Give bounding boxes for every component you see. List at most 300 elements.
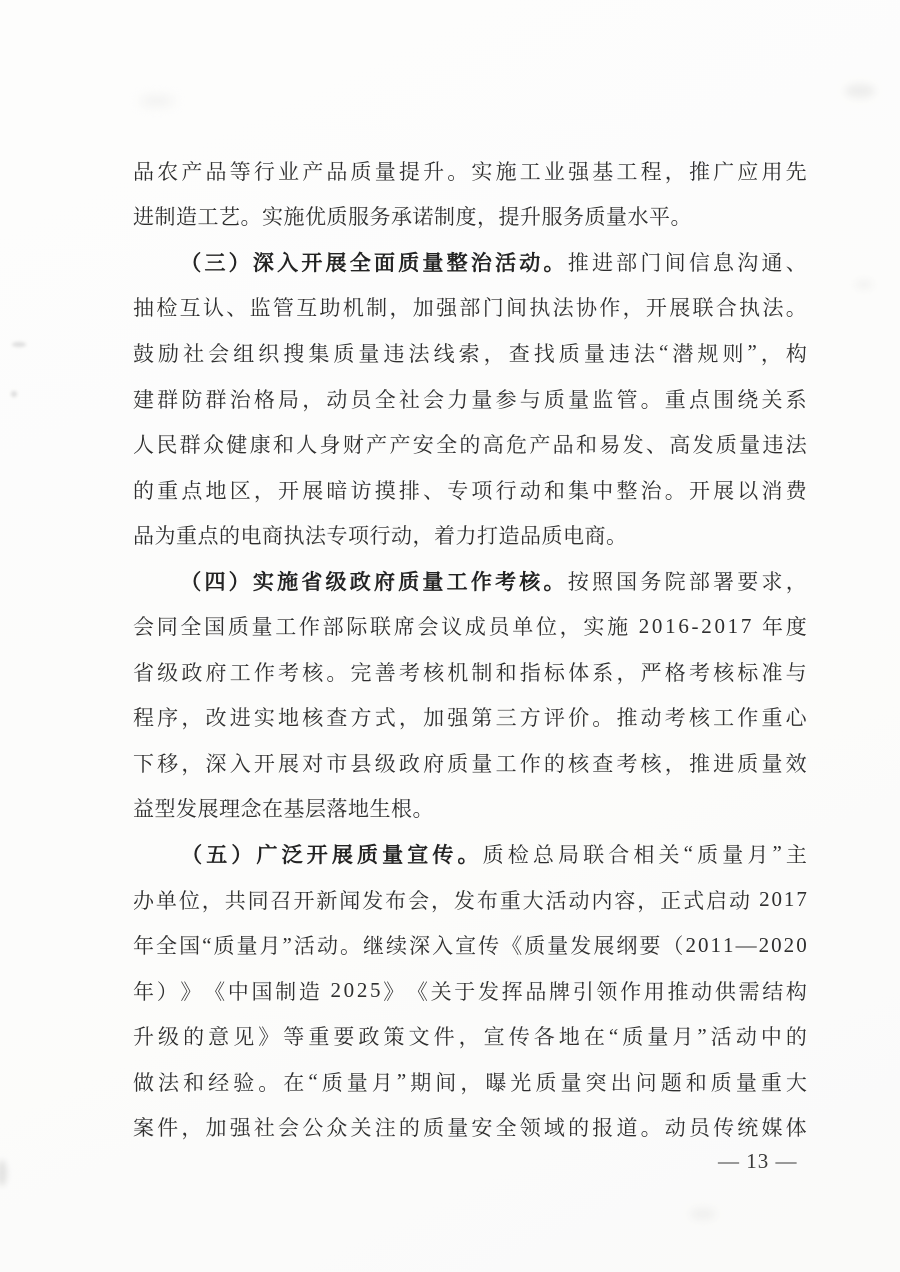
char: 新 [316, 888, 338, 913]
char: 月 [672, 1025, 694, 1050]
char: 领 [519, 1116, 541, 1141]
char: 用 [761, 159, 783, 184]
char: 健 [226, 433, 248, 458]
char: 部 [688, 569, 710, 594]
char: 考 [664, 706, 686, 731]
char: 公 [302, 1116, 324, 1141]
char: ， [616, 660, 638, 685]
char: 考 [616, 751, 638, 776]
char: 施 [607, 615, 629, 640]
char: 和 [495, 660, 517, 685]
char: 进 [591, 250, 613, 275]
char: 。 [447, 159, 469, 184]
char: 高 [669, 433, 691, 458]
char: 身 [319, 433, 341, 458]
char: 质 [737, 751, 759, 776]
char: 国 [204, 615, 226, 640]
char: 社 [183, 341, 205, 366]
char: 品 [205, 159, 227, 184]
char: 序 [157, 706, 179, 731]
char: 展 [325, 250, 347, 275]
char: ， [302, 387, 324, 412]
char: ， [559, 615, 581, 640]
char: 、 [785, 250, 807, 275]
char: 体 [785, 1116, 807, 1141]
text-run: 品为重点的电商执法专项行动，着力打造品质电商。 [133, 524, 628, 549]
char: 系 [592, 660, 614, 685]
char: ， [201, 888, 223, 913]
char: 2 [330, 978, 341, 1003]
char: ， [622, 296, 644, 321]
char: 监 [249, 296, 271, 321]
char: 绕 [737, 387, 759, 412]
char: 人 [296, 433, 318, 458]
char: 会 [417, 615, 439, 640]
char: 点 [688, 387, 710, 412]
char: 力 [447, 387, 469, 412]
char: 府 [423, 751, 445, 776]
char: 参 [495, 387, 517, 412]
text-line [133, 376, 807, 422]
char: 质 [482, 842, 504, 867]
char: 构 [785, 341, 807, 366]
char: 全 [180, 615, 202, 640]
char: 作 [737, 706, 759, 731]
char: “ [308, 1069, 318, 1094]
char: 的 [183, 1025, 205, 1050]
char: 各 [533, 1025, 555, 1050]
char: 同 [247, 888, 269, 913]
char: 局 [558, 842, 579, 867]
char: 格 [253, 387, 275, 412]
char: 查 [592, 751, 614, 776]
char: 《 [501, 934, 523, 959]
char: 五 [206, 842, 228, 867]
char: 媒 [761, 1116, 783, 1141]
char: 三 [204, 250, 226, 275]
char: 传 [713, 1116, 735, 1141]
char: 政 [349, 569, 371, 594]
char: 机 [447, 660, 469, 685]
char: 标 [737, 660, 759, 685]
char: 府 [373, 569, 395, 594]
char: 量 [739, 433, 761, 458]
char: 。 [543, 569, 565, 594]
char: 重 [761, 706, 783, 731]
char: 在 [583, 1025, 605, 1050]
text-line [133, 740, 807, 786]
char: 经 [208, 1070, 230, 1095]
char: 量 [647, 1025, 669, 1050]
char: 大 [522, 888, 544, 913]
char: 0 [771, 932, 782, 957]
char: 造 [298, 979, 320, 1004]
char: 施 [277, 569, 299, 594]
char: 量 [471, 387, 493, 412]
char: 总 [532, 842, 554, 867]
char: 《 [204, 979, 226, 1004]
char: 行 [495, 478, 517, 503]
char: 量 [382, 842, 404, 867]
char: 。 [339, 934, 361, 959]
char: 部 [459, 296, 481, 321]
char: 量 [422, 250, 444, 275]
char: 量 [583, 341, 605, 366]
char: 品 [133, 159, 154, 184]
char: ， [253, 478, 275, 503]
char: 活 [293, 934, 315, 959]
char: 曝 [485, 1070, 507, 1095]
char: 协 [575, 296, 597, 321]
char: 2 [701, 613, 712, 638]
char: 的 [398, 1116, 420, 1141]
char: 国 [616, 569, 638, 594]
page-number: — 13 — [718, 1149, 798, 1173]
char: 面 [373, 250, 395, 275]
char: 全 [349, 250, 371, 275]
char: 产 [366, 433, 388, 458]
char: 量 [251, 615, 273, 640]
char: 关 [350, 1116, 372, 1141]
scan-artifact [11, 391, 17, 397]
char: ） [231, 842, 253, 867]
char: 品 [552, 433, 574, 458]
char: 1 [783, 887, 795, 912]
char: 展 [302, 478, 324, 503]
char: 鼓 [133, 341, 154, 366]
char: 质 [524, 934, 546, 959]
char: 重 [760, 1070, 782, 1095]
char: 宣 [407, 842, 429, 867]
char: 强 [436, 296, 458, 321]
char: 产 [529, 433, 551, 458]
document-body-text [133, 148, 807, 1150]
char: 中 [760, 1025, 782, 1050]
char: 供 [714, 979, 736, 1004]
char: 工 [713, 706, 735, 731]
char: 广 [256, 842, 278, 867]
char: 员 [688, 1116, 710, 1141]
char: 年 [133, 934, 154, 959]
char: 2 [356, 978, 368, 1003]
char: 1 [727, 613, 739, 638]
char: 开 [645, 296, 667, 321]
char: 法 [785, 433, 807, 458]
char: 7 [740, 613, 752, 638]
char: 挥 [501, 979, 523, 1004]
char: 核 [519, 569, 541, 594]
char: 闻 [339, 888, 361, 913]
char: 工 [229, 660, 251, 685]
char: 群 [179, 433, 201, 458]
text-line [133, 148, 807, 194]
char: 县 [350, 751, 372, 776]
char: 活 [495, 250, 517, 275]
char: 布 [385, 888, 407, 913]
char: 共 [224, 888, 246, 913]
char: ” [396, 1069, 407, 1094]
char: 指 [519, 660, 541, 685]
char: 发 [622, 433, 644, 458]
char: 建 [133, 387, 154, 412]
char: 的 [785, 1025, 807, 1050]
char: 展 [669, 296, 691, 321]
char: 法 [158, 1070, 180, 1095]
char: 量 [471, 751, 493, 776]
char: 展 [331, 842, 353, 867]
char: 品 [525, 979, 547, 1004]
char: 间 [506, 296, 527, 321]
char [752, 887, 757, 912]
char: 件 [157, 1116, 179, 1141]
char: 产 [302, 159, 324, 184]
char: 开 [253, 751, 275, 776]
char: 作 [519, 751, 541, 776]
char: 量 [346, 1070, 368, 1095]
char: 量 [560, 1070, 582, 1095]
char: 找 [533, 341, 555, 366]
char: “ [608, 1023, 619, 1048]
char: 年 [133, 979, 154, 1004]
char: 报 [592, 1116, 614, 1141]
char: 量 [722, 842, 744, 867]
char: 防 [181, 387, 203, 412]
char: ” [772, 841, 782, 866]
char: ， [181, 706, 203, 731]
char: — [735, 932, 757, 957]
char: 做 [133, 1070, 154, 1095]
char: 会 [133, 615, 154, 640]
char: 质 [535, 1070, 557, 1095]
char: 重 [499, 888, 521, 913]
char: 展 [713, 478, 735, 503]
char: 动 [691, 979, 713, 1004]
char: 动 [519, 250, 541, 275]
char: 域 [543, 1116, 565, 1141]
char: 违 [608, 341, 630, 366]
scan-artifact [855, 280, 873, 289]
char: 结 [762, 979, 784, 1004]
text-line [133, 922, 807, 968]
char: 5 [370, 978, 381, 1003]
char: 和 [575, 433, 597, 458]
char: 质 [398, 250, 420, 275]
char: 在 [283, 1070, 305, 1095]
char: 动 [519, 478, 541, 503]
text-line [133, 512, 807, 558]
char: 动 [735, 1025, 757, 1050]
char: 0 [651, 613, 663, 638]
char: 业 [278, 159, 300, 184]
char: 违 [762, 433, 784, 458]
char: ， [637, 888, 659, 913]
char: 传 [432, 842, 454, 867]
char: 互 [179, 296, 201, 321]
char: 求 [761, 569, 783, 594]
text-line [133, 1059, 807, 1105]
char: 。 [457, 842, 479, 867]
char [323, 978, 328, 1003]
char: 于 [454, 979, 476, 1004]
char: 出 [610, 1070, 632, 1095]
char: 式 [683, 888, 705, 913]
char: 突 [585, 1070, 607, 1095]
char: 正 [660, 888, 682, 913]
char: 牌 [549, 979, 570, 1004]
char: 》 [258, 1025, 280, 1050]
char: 。 [326, 660, 348, 685]
text-line [133, 695, 807, 741]
char: 检 [156, 296, 178, 321]
char: 2 [685, 932, 696, 957]
char: 动 [316, 934, 338, 959]
char: 》 [180, 979, 202, 1004]
char: 制 [366, 296, 388, 321]
char: 加 [423, 706, 445, 731]
char: 质 [697, 842, 719, 867]
char: 政 [181, 660, 203, 685]
char: 单 [512, 615, 534, 640]
char: 升 [423, 159, 445, 184]
char: 三 [495, 706, 517, 731]
char: 作 [298, 615, 320, 640]
char: 抽 [133, 296, 154, 321]
char: 部 [322, 615, 344, 640]
char: 管 [616, 387, 638, 412]
char: 与 [519, 387, 541, 412]
char: ， [760, 341, 782, 366]
char: 1 [710, 932, 721, 957]
char: 执 [529, 296, 551, 321]
char: 发 [477, 979, 499, 1004]
char: 的 [568, 1116, 590, 1141]
char: 动 [326, 387, 348, 412]
char: 《 [406, 979, 428, 1004]
char: 作 [620, 979, 642, 1004]
char: 应 [737, 159, 759, 184]
char: 治 [229, 387, 251, 412]
char: 工 [446, 569, 468, 594]
char: 安 [471, 1116, 493, 1141]
char: 问 [635, 1070, 657, 1095]
char: 助 [319, 296, 341, 321]
char: 考 [495, 569, 517, 594]
char: 标 [543, 660, 565, 685]
char: ” [697, 1023, 707, 1048]
char: 的 [133, 478, 154, 503]
char: 领 [596, 979, 618, 1004]
char: 众 [326, 1116, 348, 1141]
char: 查 [508, 341, 530, 366]
char: 管 [272, 296, 294, 321]
char: 量 [422, 569, 444, 594]
char: 心 [785, 706, 807, 731]
char: 等 [229, 159, 251, 184]
char: 规 [697, 341, 719, 366]
char: 件 [433, 1025, 455, 1050]
text-line [133, 649, 807, 695]
char: 治 [640, 478, 662, 503]
char: 广 [713, 159, 735, 184]
text-line [133, 467, 807, 513]
char: 和 [685, 1070, 707, 1095]
char: 质 [398, 569, 420, 594]
char: 中 [227, 979, 249, 1004]
char: 深 [205, 751, 227, 776]
char: - [691, 613, 699, 638]
char: 相 [633, 842, 655, 867]
char: 继 [363, 934, 384, 959]
char: 文 [408, 1025, 430, 1050]
char: 格 [664, 660, 686, 685]
char: （ [181, 842, 203, 867]
char: 质 [350, 159, 372, 184]
char: 际 [346, 615, 368, 640]
char: 召 [270, 888, 292, 913]
char: 作 [599, 296, 621, 321]
char: 动 [664, 1116, 686, 1141]
char: 政 [398, 751, 420, 776]
char: 联 [370, 615, 392, 640]
char: 质 [447, 751, 469, 776]
char: 级 [158, 1025, 180, 1050]
char: 级 [374, 751, 396, 776]
char: 间 [664, 250, 686, 275]
char: 0 [697, 932, 709, 957]
char: 需 [738, 979, 760, 1004]
char: 质 [333, 341, 355, 366]
char: 。 [258, 1070, 280, 1095]
char [631, 614, 636, 639]
char: 宣 [455, 934, 477, 959]
char: 民 [156, 433, 178, 458]
char: 下 [133, 751, 154, 776]
char: 机 [342, 296, 364, 321]
char: 验 [233, 1070, 255, 1095]
char: 展 [278, 751, 300, 776]
char: 通 [761, 250, 783, 275]
char: 期 [410, 1070, 432, 1095]
char: 费 [785, 478, 807, 503]
char: 群 [157, 387, 179, 412]
char: 入 [277, 250, 299, 275]
char: 康 [249, 433, 271, 458]
char: 要 [737, 569, 759, 594]
text-line [133, 1013, 807, 1059]
char: 式 [374, 706, 396, 731]
char: 。 [640, 387, 662, 412]
char: 照 [591, 569, 613, 594]
char: 发 [362, 888, 384, 913]
char: ， [664, 751, 686, 776]
char: 违 [383, 341, 405, 366]
char: 提 [398, 159, 420, 184]
char: 搜 [283, 341, 305, 366]
char: 方 [519, 706, 541, 731]
char: 第 [471, 706, 493, 731]
text-line [133, 421, 807, 467]
char: 品 [326, 159, 348, 184]
char: 考 [398, 660, 420, 685]
char: 移 [157, 751, 179, 776]
char: 中 [592, 478, 614, 503]
scan-artifact [12, 342, 26, 347]
text-line [133, 285, 807, 331]
text-run: 进制造工艺。实施优质服务承诺制度，提升服务质量水平。 [133, 205, 692, 230]
scan-artifact [690, 1208, 716, 1220]
char: 质 [715, 433, 737, 458]
char: 。 [640, 1116, 662, 1141]
